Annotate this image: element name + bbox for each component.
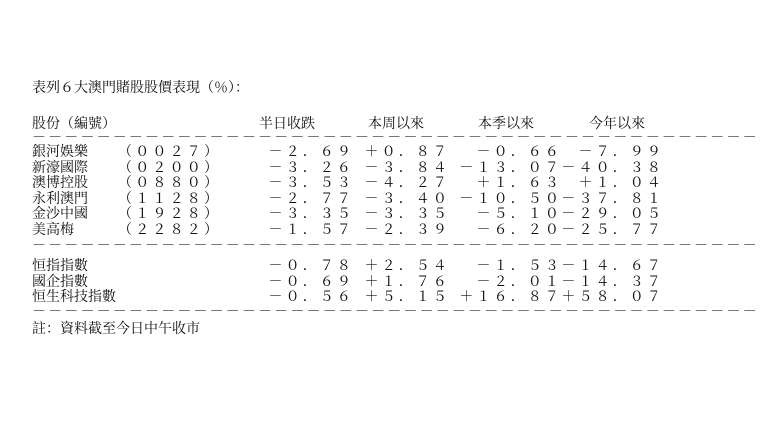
index-name: 國企指數 [32,273,88,290]
week-value: －２．３９ [364,221,450,238]
week-value: ＋０．８７ [364,144,450,160]
divider-middle: －－－－－－－－－－－－－－－－－－－－－－－－－－－－－－－－－－－－－－－－－－－－－ [32,238,759,254]
table-row [32,275,672,291]
table-row [32,145,672,161]
week-value: －４．２７ [364,175,450,191]
half-day-value: －３．５３ [268,175,354,191]
footnote: 註：資料截至今日中午收市 [32,321,200,337]
year-value: ＋１．０４ [578,175,664,191]
week-value: ＋２．５４ [364,258,450,274]
half-day-value: －２．６９ [268,144,354,160]
year-value: －１４．６７ [561,258,664,274]
quarter-value: ＋１６．８７ [459,289,562,305]
week-value: －３．８４ [364,159,450,176]
header-quarter-to-date: 本季以來 [478,116,534,132]
quarter-value: －０．６６ [476,144,562,160]
stock-code: （０２００） [118,159,222,176]
quarter-value: －５．１０ [476,206,562,222]
half-day-value: －３．３５ [268,206,354,222]
table-row [32,192,672,208]
stock-name: 銀河娛樂 [32,144,88,160]
half-day-value: －２．７７ [268,190,354,207]
table-title: 表列６大澳門賭股股價表現（％）： [32,80,249,96]
table-row [32,259,672,275]
stock-name: 新濠國際 [32,159,88,176]
header-half-day-change: 半日收跌 [259,116,315,132]
quarter-value: －１．５３ [476,258,562,274]
week-value: －３．３５ [364,206,450,222]
year-value: －３７．８１ [561,190,664,207]
header-stock-code: 股份（編號） [32,116,116,132]
year-value: －２５．７７ [561,221,664,238]
week-value: －３．４０ [364,190,450,207]
divider-bottom: －－－－－－－－－－－－－－－－－－－－－－－－－－－－－－－－－－－－－－－－－－－－－ [32,304,759,320]
stock-code: （０８８０） [118,175,222,191]
year-value: －４０．３８ [561,159,664,176]
header-week-to-date: 本周以來 [368,116,424,132]
year-value: ＋５８．０７ [561,289,664,305]
year-value: －７．９９ [578,144,664,160]
quarter-value: －２．０１ [476,273,562,290]
half-day-value: －３．２６ [268,159,354,176]
stock-code: （１１２８） [118,190,222,207]
week-value: ＋１．７６ [364,273,450,290]
quarter-value: －１３．０７ [459,159,562,176]
half-day-value: －１．５７ [268,221,354,238]
stock-name: 金沙中國 [32,206,88,222]
stock-name: 澳博控股 [32,175,88,191]
stock-code: （１９２８） [118,206,222,222]
index-rows [32,259,672,306]
quarter-value: －１０．５０ [459,190,562,207]
half-day-value: －０．５６ [268,289,354,305]
stock-code: （２２８２） [118,221,222,238]
table-row [32,176,672,192]
header-year-to-date: 今年以來 [589,116,645,132]
index-name: 恒指指數 [32,258,88,274]
year-value: －１４．３７ [561,273,664,290]
table-row [32,207,672,223]
quarter-value: －６．２０ [476,221,562,238]
stock-name: 永利澳門 [32,190,88,207]
stock-rows [32,145,672,238]
index-name: 恒生科技指數 [32,289,116,305]
stock-code: （００２７） [118,144,222,160]
table-row [32,223,672,239]
table-row [32,161,672,177]
quarter-value: ＋１．６３ [476,175,562,191]
week-value: ＋５．１５ [364,289,450,305]
half-day-value: －０．６９ [268,273,354,290]
half-day-value: －０．７８ [268,258,354,274]
divider-top: －－－－－－－－－－－－－－－－－－－－－－－－－－－－－－－－－－－－－－－－－－－－－ [32,130,759,146]
year-value: －２９．０５ [561,206,664,222]
stock-name: 美高梅 [32,221,74,238]
